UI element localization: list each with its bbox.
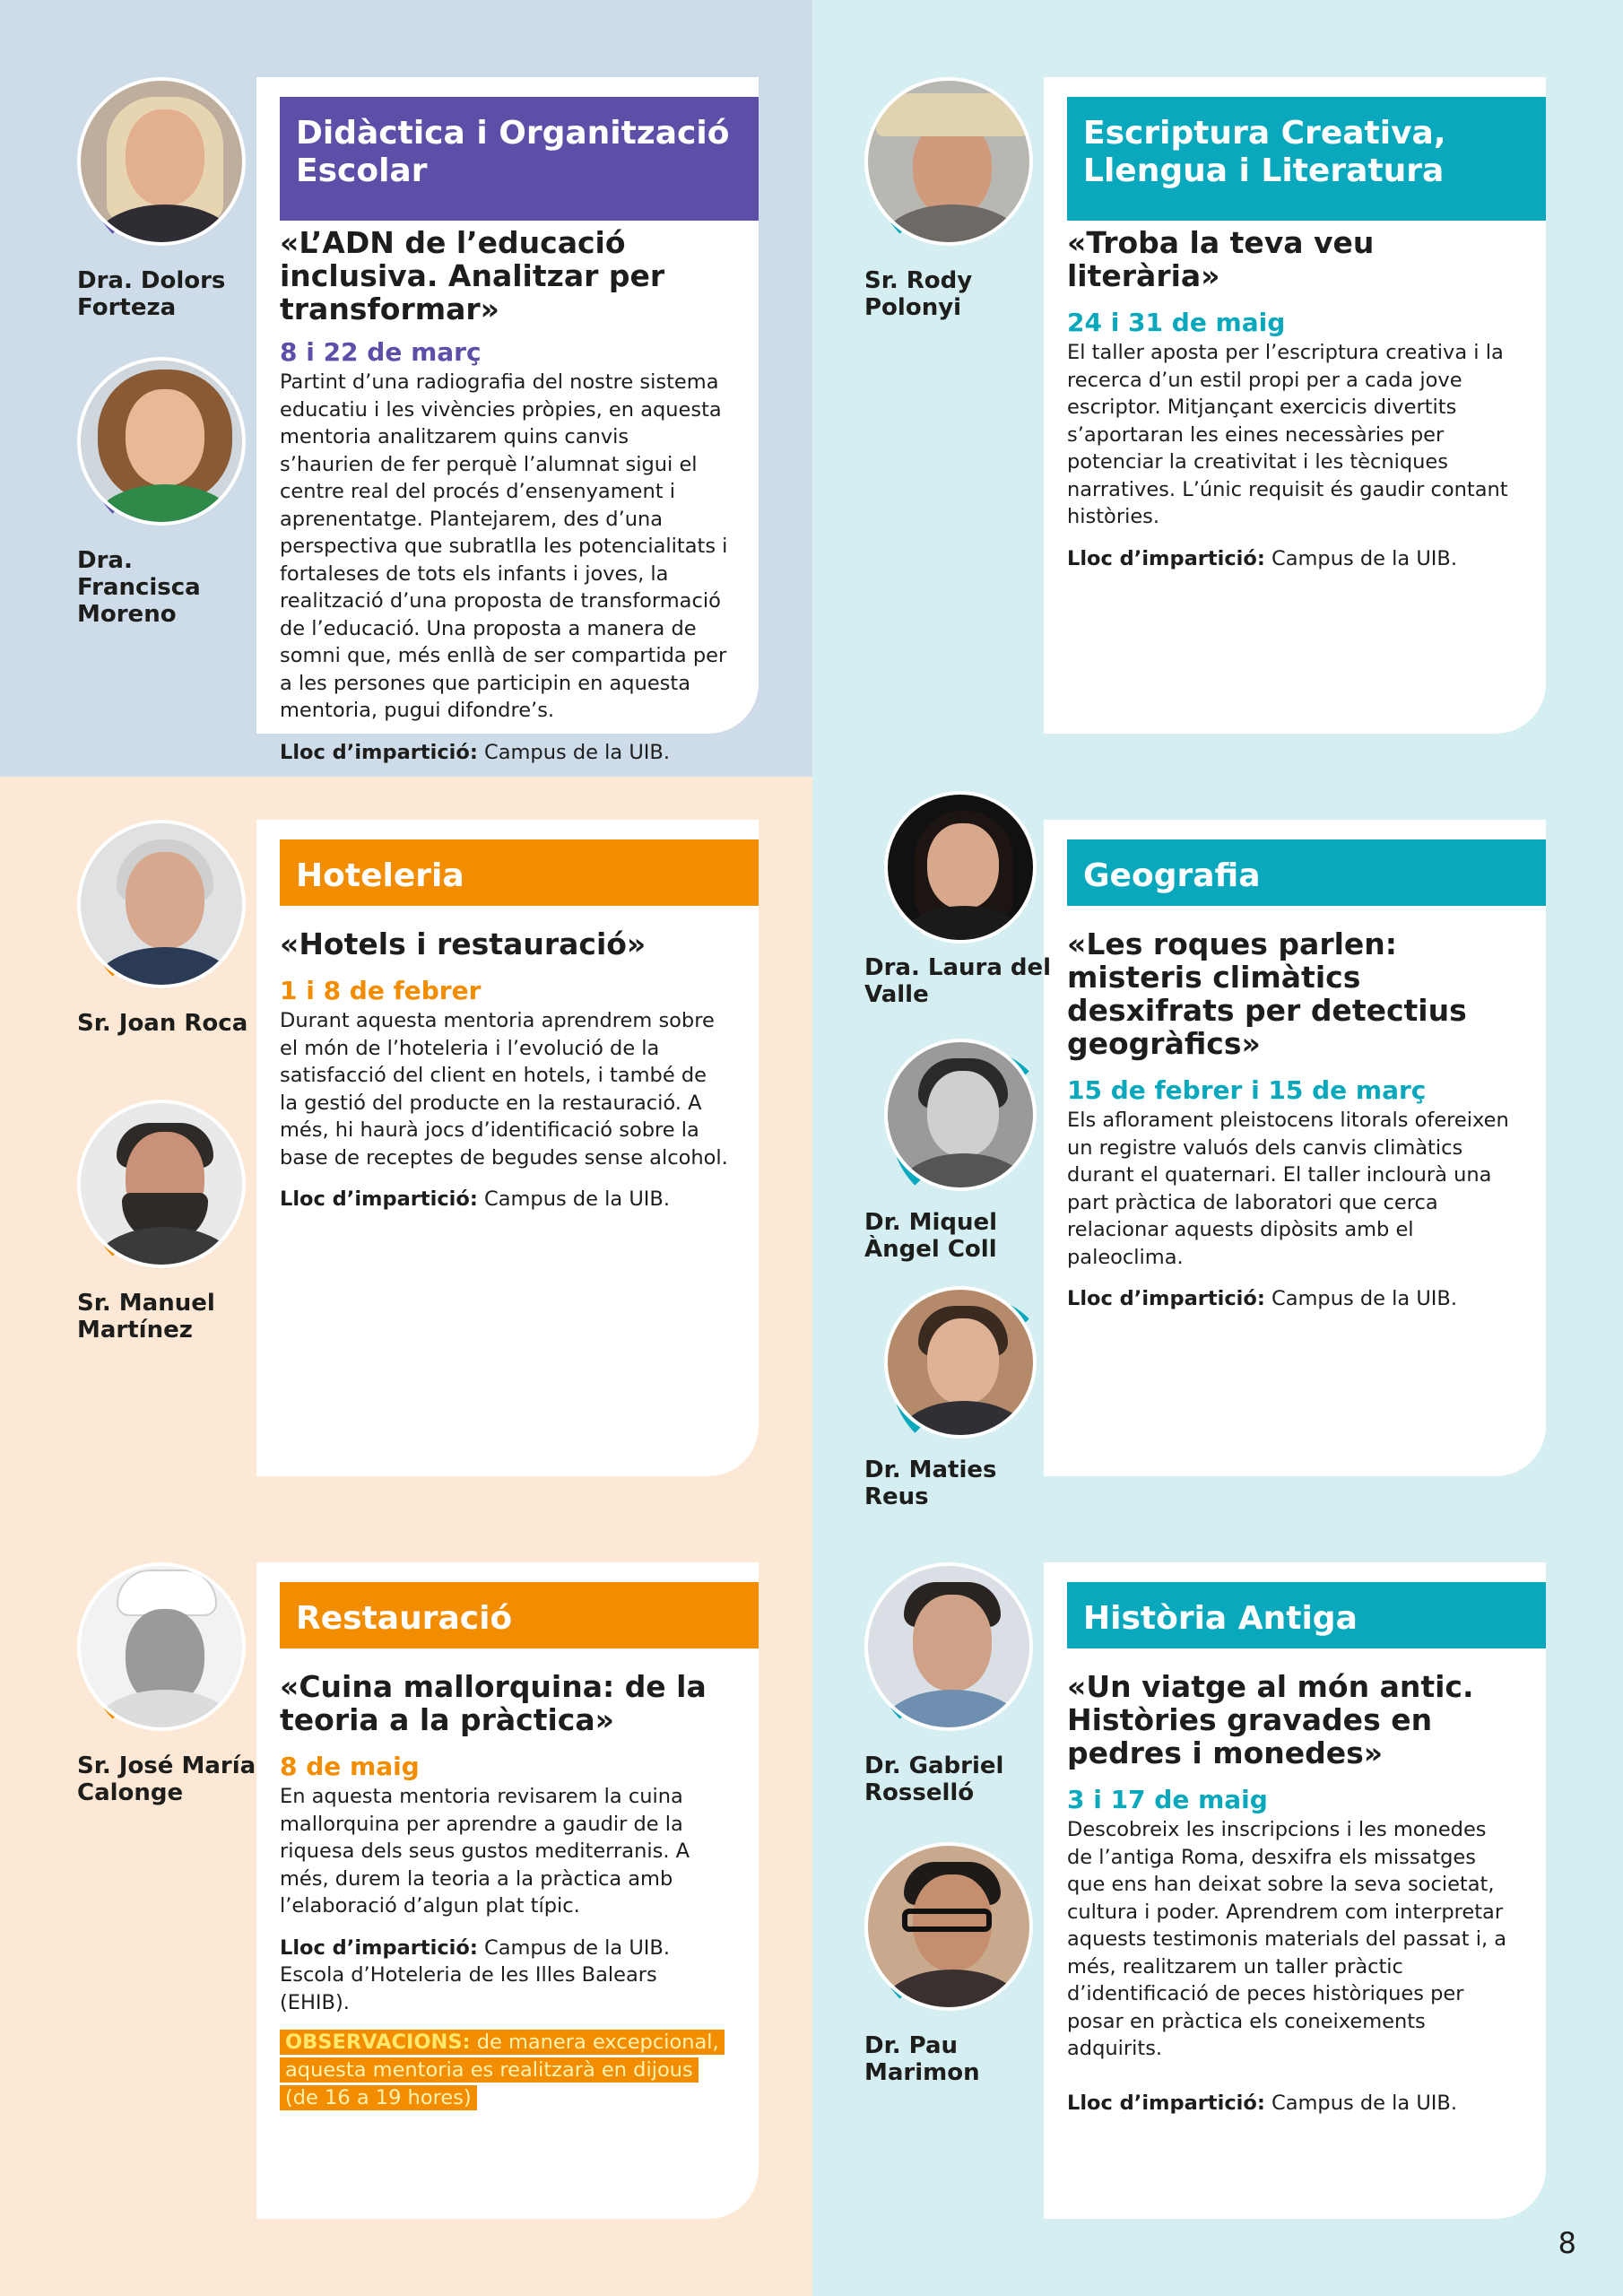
card-header-label: Didàctica i Organització Escolar xyxy=(296,115,730,189)
glasses-shape xyxy=(902,1909,992,1932)
card-description: Durant aquesta mentoria aprendrem sobre el món de l’hoteleria i l’evolució de la satisfacció del client en hotels, i també de la gestió del producte en la restauració. A més, hi haurà jocs d’identificació sobre la base de receptes de begudes sense alcohol. xyxy=(280,1009,728,1170)
card-description: El taller aposta per l’escriptura creativa i la recerca d’un estil propi per a cada jove escriptor. Mitjançant exercicis divertits s’aportaran les eines necessàries per potenciar la creativitat i les tècniques narratives. L’únic requisit és gaudir contant històries. xyxy=(1067,341,1508,528)
card-place-label: Lloc d’impartició: xyxy=(280,1187,478,1211)
observations-text: de manera excepcional, aquesta mentoria es realitzarà en dijous (de 16 a 19 hores) xyxy=(285,2031,719,2109)
person-name: Sr. José María Calonge xyxy=(77,1752,256,1806)
card-didactica xyxy=(256,77,759,764)
person-manuel-martinez xyxy=(77,1100,256,1344)
card-geografia xyxy=(1044,820,1546,1476)
card-hoteleria xyxy=(256,820,759,1476)
face-shape xyxy=(126,852,204,949)
portrait-photo xyxy=(884,1286,1037,1439)
face-shape xyxy=(913,1595,992,1692)
card-date: 1 i 8 de febrer xyxy=(280,976,482,1005)
face-shape xyxy=(927,1318,999,1405)
portrait-photo xyxy=(864,1842,1033,2011)
card-header-label: Hoteleria xyxy=(296,857,464,894)
person-name: Dr. Miquel Àngel Coll xyxy=(864,1209,998,1263)
body-shape xyxy=(897,1153,1031,1191)
card-date: 8 i 22 de març xyxy=(280,337,482,367)
body-shape xyxy=(897,906,1031,944)
card-description: Partint d’una radiografia del nostre sistema educatiu i les vivències pròpies, en aquesta mentoria analitzarem quins canvis s’haurien de fer perquè l’alumnat sigui el centre real del procés d’ensenyament i aprenentatge. Plantejarem, des d’una perspectiva que subratlla les potencialitats i fortaleses de tots els infants i joves, la realització d’una proposta de transformació de l’educació. Una proposta a manera de somni que, més enllà de ser compartida per a les persones que participin en aquesta mentoria, pugui difondre’s. xyxy=(280,370,728,722)
card-place-label: Lloc d’impartició: xyxy=(1067,1287,1265,1310)
person-name: Dr. Pau Marimon xyxy=(864,2032,980,2086)
card-place xyxy=(1067,545,1515,573)
portrait-photo xyxy=(864,1562,1033,1731)
card-escriptura xyxy=(1044,77,1546,734)
person-maties-reus xyxy=(864,1286,1063,1510)
card-place-label: Lloc d’impartició: xyxy=(1067,2091,1265,2115)
person-name: Dr. Maties Reus xyxy=(864,1457,997,1510)
body-shape xyxy=(881,1970,1024,2011)
person-name: Dra. Laura del Valle xyxy=(864,954,1052,1008)
card-title: «Hotels i restauració» xyxy=(280,926,647,961)
card-body xyxy=(280,927,728,1213)
observations-label: OBSERVACIONS: xyxy=(285,2031,471,2054)
portrait-photo xyxy=(77,1562,246,1731)
person-pau-marimon xyxy=(864,1842,1044,2086)
card-date: 24 i 31 de maig xyxy=(1067,308,1286,337)
card-date: 3 i 17 de maig xyxy=(1067,1785,1268,1814)
hat-shape xyxy=(876,93,1028,136)
person-rody-polonyi xyxy=(864,77,1044,321)
card-title: «L’ADN de l’educació inclusiva. Analitzar per transformar» xyxy=(280,225,665,326)
person-jose-maria-calonge xyxy=(77,1562,256,1806)
body-shape xyxy=(93,1227,237,1268)
card-place xyxy=(280,1935,728,2017)
page-number: 8 xyxy=(1558,2226,1576,2260)
body-shape xyxy=(93,484,237,526)
person-name: Dr. Gabriel Rosselló xyxy=(864,1752,1004,1806)
card-place-value: Campus de la UIB. Escola d’Hoteleria de les Illes Balears (EHIB). xyxy=(280,1935,671,2014)
person-name: Dra. Francisca Moreno xyxy=(77,547,201,628)
card-place xyxy=(1067,2090,1515,2118)
card-header xyxy=(280,839,759,906)
card-place xyxy=(280,739,728,767)
card-body xyxy=(1067,226,1515,572)
card-place-value: Campus de la UIB. xyxy=(1271,2091,1458,2115)
portrait-photo xyxy=(77,1100,246,1268)
person-laura-del-valle xyxy=(864,791,1063,1008)
card-restauracio xyxy=(256,1562,759,2219)
person-gabriel-rossello xyxy=(864,1562,1044,1806)
card-header xyxy=(280,97,759,221)
portrait-photo xyxy=(77,77,246,246)
card-title: «Troba la teva veu literària» xyxy=(1067,225,1375,293)
card-description: En aquesta mentoria revisarem la cuina mallorquina per aprendre a gaudir de la riquesa dels seus gustos mediterranis. A més, durem la teoria a la pràctica amb l’elaboració d’algun plat típic. xyxy=(280,1785,690,1918)
person-name: Sr. Joan Roca xyxy=(77,1010,248,1037)
card-place-value: Campus de la UIB. xyxy=(1271,546,1458,570)
face-shape xyxy=(126,389,204,486)
portrait-photo xyxy=(77,820,246,988)
card-place-value: Campus de la UIB. xyxy=(1271,1287,1458,1310)
person-joan-roca xyxy=(77,820,256,1037)
card-title: «Les roques parlen: misteris climàtics desxifrats per detectius geogràfics» xyxy=(1067,926,1467,1061)
body-shape xyxy=(881,204,1024,246)
card-header xyxy=(280,1582,759,1648)
observations-block xyxy=(280,2029,719,2112)
body-shape xyxy=(93,1690,237,1731)
card-header-label: Restauració xyxy=(296,1600,513,1637)
card-body xyxy=(1067,1670,1515,2117)
person-name: Dra. Dolors Forteza xyxy=(77,267,226,321)
card-header-label: Escriptura Creativa, Llengua i Literatura xyxy=(1083,115,1446,189)
card-place-value: Campus de la UIB. xyxy=(484,1187,671,1211)
card-place-label: Lloc d’impartició: xyxy=(280,1935,478,1960)
card-body xyxy=(280,226,728,766)
card-description: Descobreix les inscripcions i les monedes de l’antiga Roma, desxifra els missatges que ens han deixat sobre la seva societat, cultura i poder. Aprendrem com interpretar aquests testimonis materials del passat i, a més, realitzarem un taller pràctic d’identificació de peces històriques per posar en pràctica els coneixements adquirits. xyxy=(1067,1818,1507,2060)
portrait-photo xyxy=(884,1039,1037,1191)
face-shape xyxy=(126,109,204,206)
card-header xyxy=(1067,839,1546,906)
card-place xyxy=(1067,1285,1515,1313)
card-place-label: Lloc d’impartició: xyxy=(280,740,478,764)
person-miquel-angel-coll xyxy=(864,1039,1063,1263)
observations-highlight xyxy=(280,2030,725,2110)
portrait-photo xyxy=(77,357,246,526)
card-date: 15 de febrer i 15 de març xyxy=(1067,1075,1427,1105)
card-header-label: Geografia xyxy=(1083,857,1261,894)
body-shape xyxy=(93,947,237,988)
person-francisca-moreno xyxy=(77,357,256,628)
body-shape xyxy=(897,1401,1031,1439)
face-shape xyxy=(927,823,999,909)
card-header xyxy=(1067,97,1546,221)
face-shape xyxy=(927,1071,999,1157)
card-description: Els aflorament pleistocens litorals ofereixen un registre valuós dels canvis climàtics durant el quaternari. El taller inclourà una part pràctica de laboratori que cerca relacionar aquests dipòsits amb el paleoclima. xyxy=(1067,1109,1509,1269)
card-header-label: Història Antiga xyxy=(1083,1600,1358,1637)
card-historia-antiga xyxy=(1044,1562,1546,2219)
portrait-photo xyxy=(884,791,1037,944)
portrait-photo xyxy=(864,77,1033,246)
card-title: «Cuina mallorquina: de la teoria a la pràctica» xyxy=(280,1669,707,1737)
card-title: «Un viatge al món antic. Històries gravades en pedres i monedes» xyxy=(1067,1669,1474,1770)
body-shape xyxy=(881,1690,1024,1731)
card-place-value: Campus de la UIB. xyxy=(484,740,671,764)
card-place-label: Lloc d’impartició: xyxy=(1067,546,1265,570)
person-dolors-forteza xyxy=(77,77,256,321)
card-body xyxy=(280,1670,728,2112)
person-name: Sr. Manuel Martínez xyxy=(77,1290,215,1344)
card-date: 8 de maig xyxy=(280,1752,420,1781)
card-body xyxy=(1067,927,1515,1313)
card-place xyxy=(280,1186,728,1213)
person-name: Sr. Rody Polonyi xyxy=(864,267,973,321)
card-header xyxy=(1067,1582,1546,1648)
